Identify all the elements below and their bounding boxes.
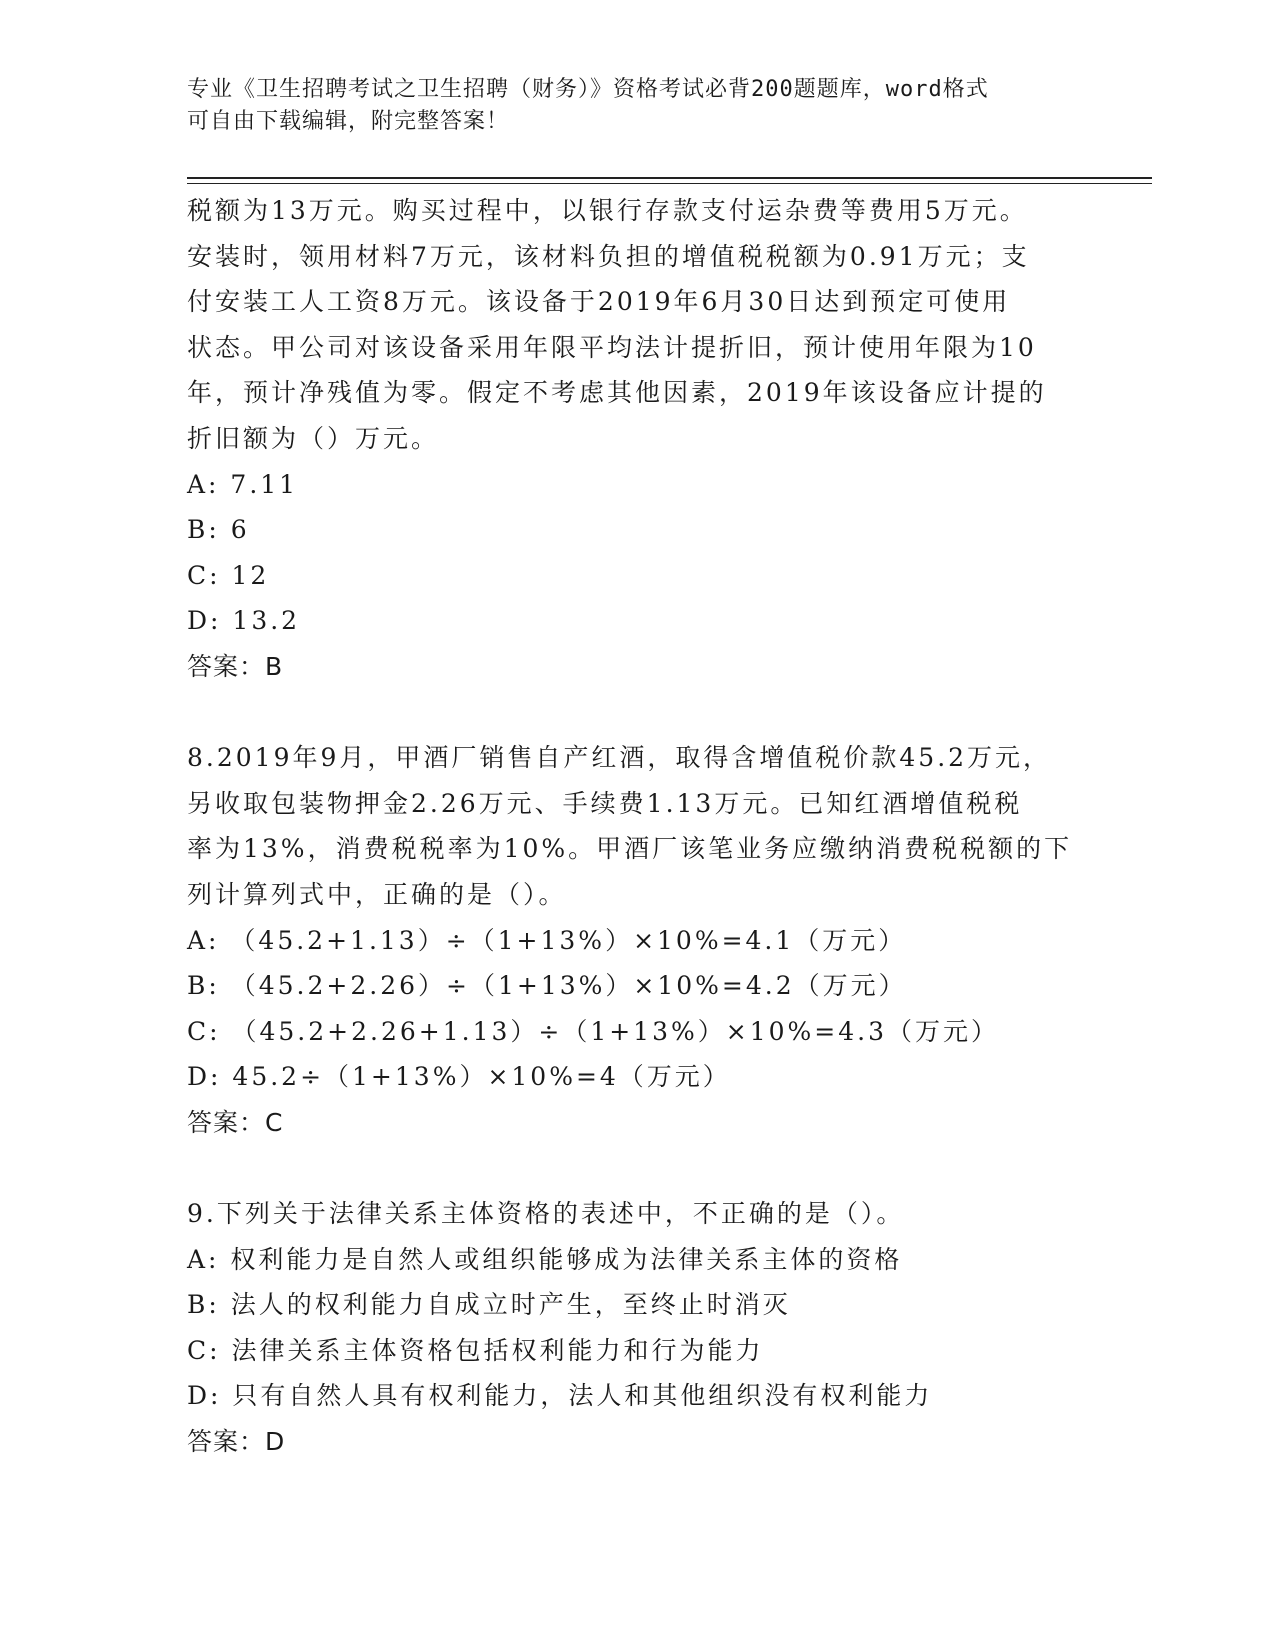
- option-c: C: 法律关系主体资格包括权利能力和行为能力: [187, 1335, 764, 1365]
- spacer: [187, 690, 1087, 736]
- question-text-line: 另收取包装物押金2.26万元、手续费1.13万元。已知红酒增值税税: [187, 788, 1023, 818]
- option-b: B: 6: [187, 515, 250, 545]
- option-a: A: 权利能力是自然人或组织能够成为法律关系主体的资格: [187, 1244, 903, 1274]
- option-a: A: 7.11: [187, 469, 299, 499]
- question-text-line: 状态。甲公司对该设备采用年限平均法计提折旧，预计使用年限为10: [187, 332, 1037, 362]
- header-title-line-2: 可自由下载编辑，附完整答案！: [187, 109, 510, 134]
- header-divider-thin: [187, 183, 1152, 184]
- option-b: B: （45.2+2.26）÷（1+13%）×10%=4.2（万元）: [187, 971, 907, 1001]
- question-text-line: 付安装工人工资8万元。该设备于2019年6月30日达到预定可使用: [187, 287, 1011, 317]
- answer: 答案：C: [187, 1107, 284, 1137]
- header-title-line-1: 专业《卫生招聘考试之卫生招聘（财务）》资格考试必背200题题库，word格式: [187, 77, 989, 102]
- header-divider: [187, 177, 1152, 179]
- question-text-line: 9.下列关于法律关系主体资格的表述中，不正确的是（）。: [187, 1199, 905, 1229]
- option-c: C: 12: [187, 560, 270, 590]
- option-b: B: 法人的权利能力自成立时产生，至终止时消灭: [187, 1290, 791, 1320]
- question-text-line: 8.2019年9月，甲酒厂销售自产红酒，取得含增值税价款45.2万元，: [187, 743, 1052, 773]
- document-body: [187, 188, 1087, 1465]
- option-a: A: （45.2+1.13）÷（1+13%）×10%=4.1（万元）: [187, 925, 907, 955]
- question-text-line: 安装时，领用材料7万元，该材料负担的增值税税额为0.91万元；支: [187, 241, 1030, 271]
- option-d: D: 45.2÷（1+13%）×10%=4（万元）: [187, 1062, 731, 1092]
- document-header: [187, 74, 1067, 138]
- option-d: D: 只有自然人具有权利能力，法人和其他组织没有权利能力: [187, 1381, 933, 1411]
- question-8: [187, 735, 1087, 1145]
- question-9: [187, 1191, 1087, 1465]
- answer: 答案：B: [187, 651, 284, 681]
- option-d: D: 13.2: [187, 606, 301, 636]
- question-text-line: 率为13%，消费税税率为10%。甲酒厂该笔业务应缴纳消费税税额的下: [187, 834, 1073, 864]
- question-text-line: 列计算列式中，正确的是（）。: [187, 879, 567, 909]
- question-text-line: 折旧额为（）万元。: [187, 423, 440, 453]
- question-text-line: 税额为13万元。购买过程中，以银行存款支付运杂费等费用5万元。: [187, 196, 1028, 225]
- option-c: C: （45.2+2.26+1.13）÷（1+13%）×10%=4.3（万元）: [187, 1016, 999, 1046]
- question-text-line: 年，预计净残值为零。假定不考虑其他因素，2019年该设备应计提的: [187, 378, 1047, 408]
- question-7: [187, 188, 1087, 690]
- answer: 答案：D: [187, 1427, 286, 1457]
- spacer: [187, 1145, 1087, 1191]
